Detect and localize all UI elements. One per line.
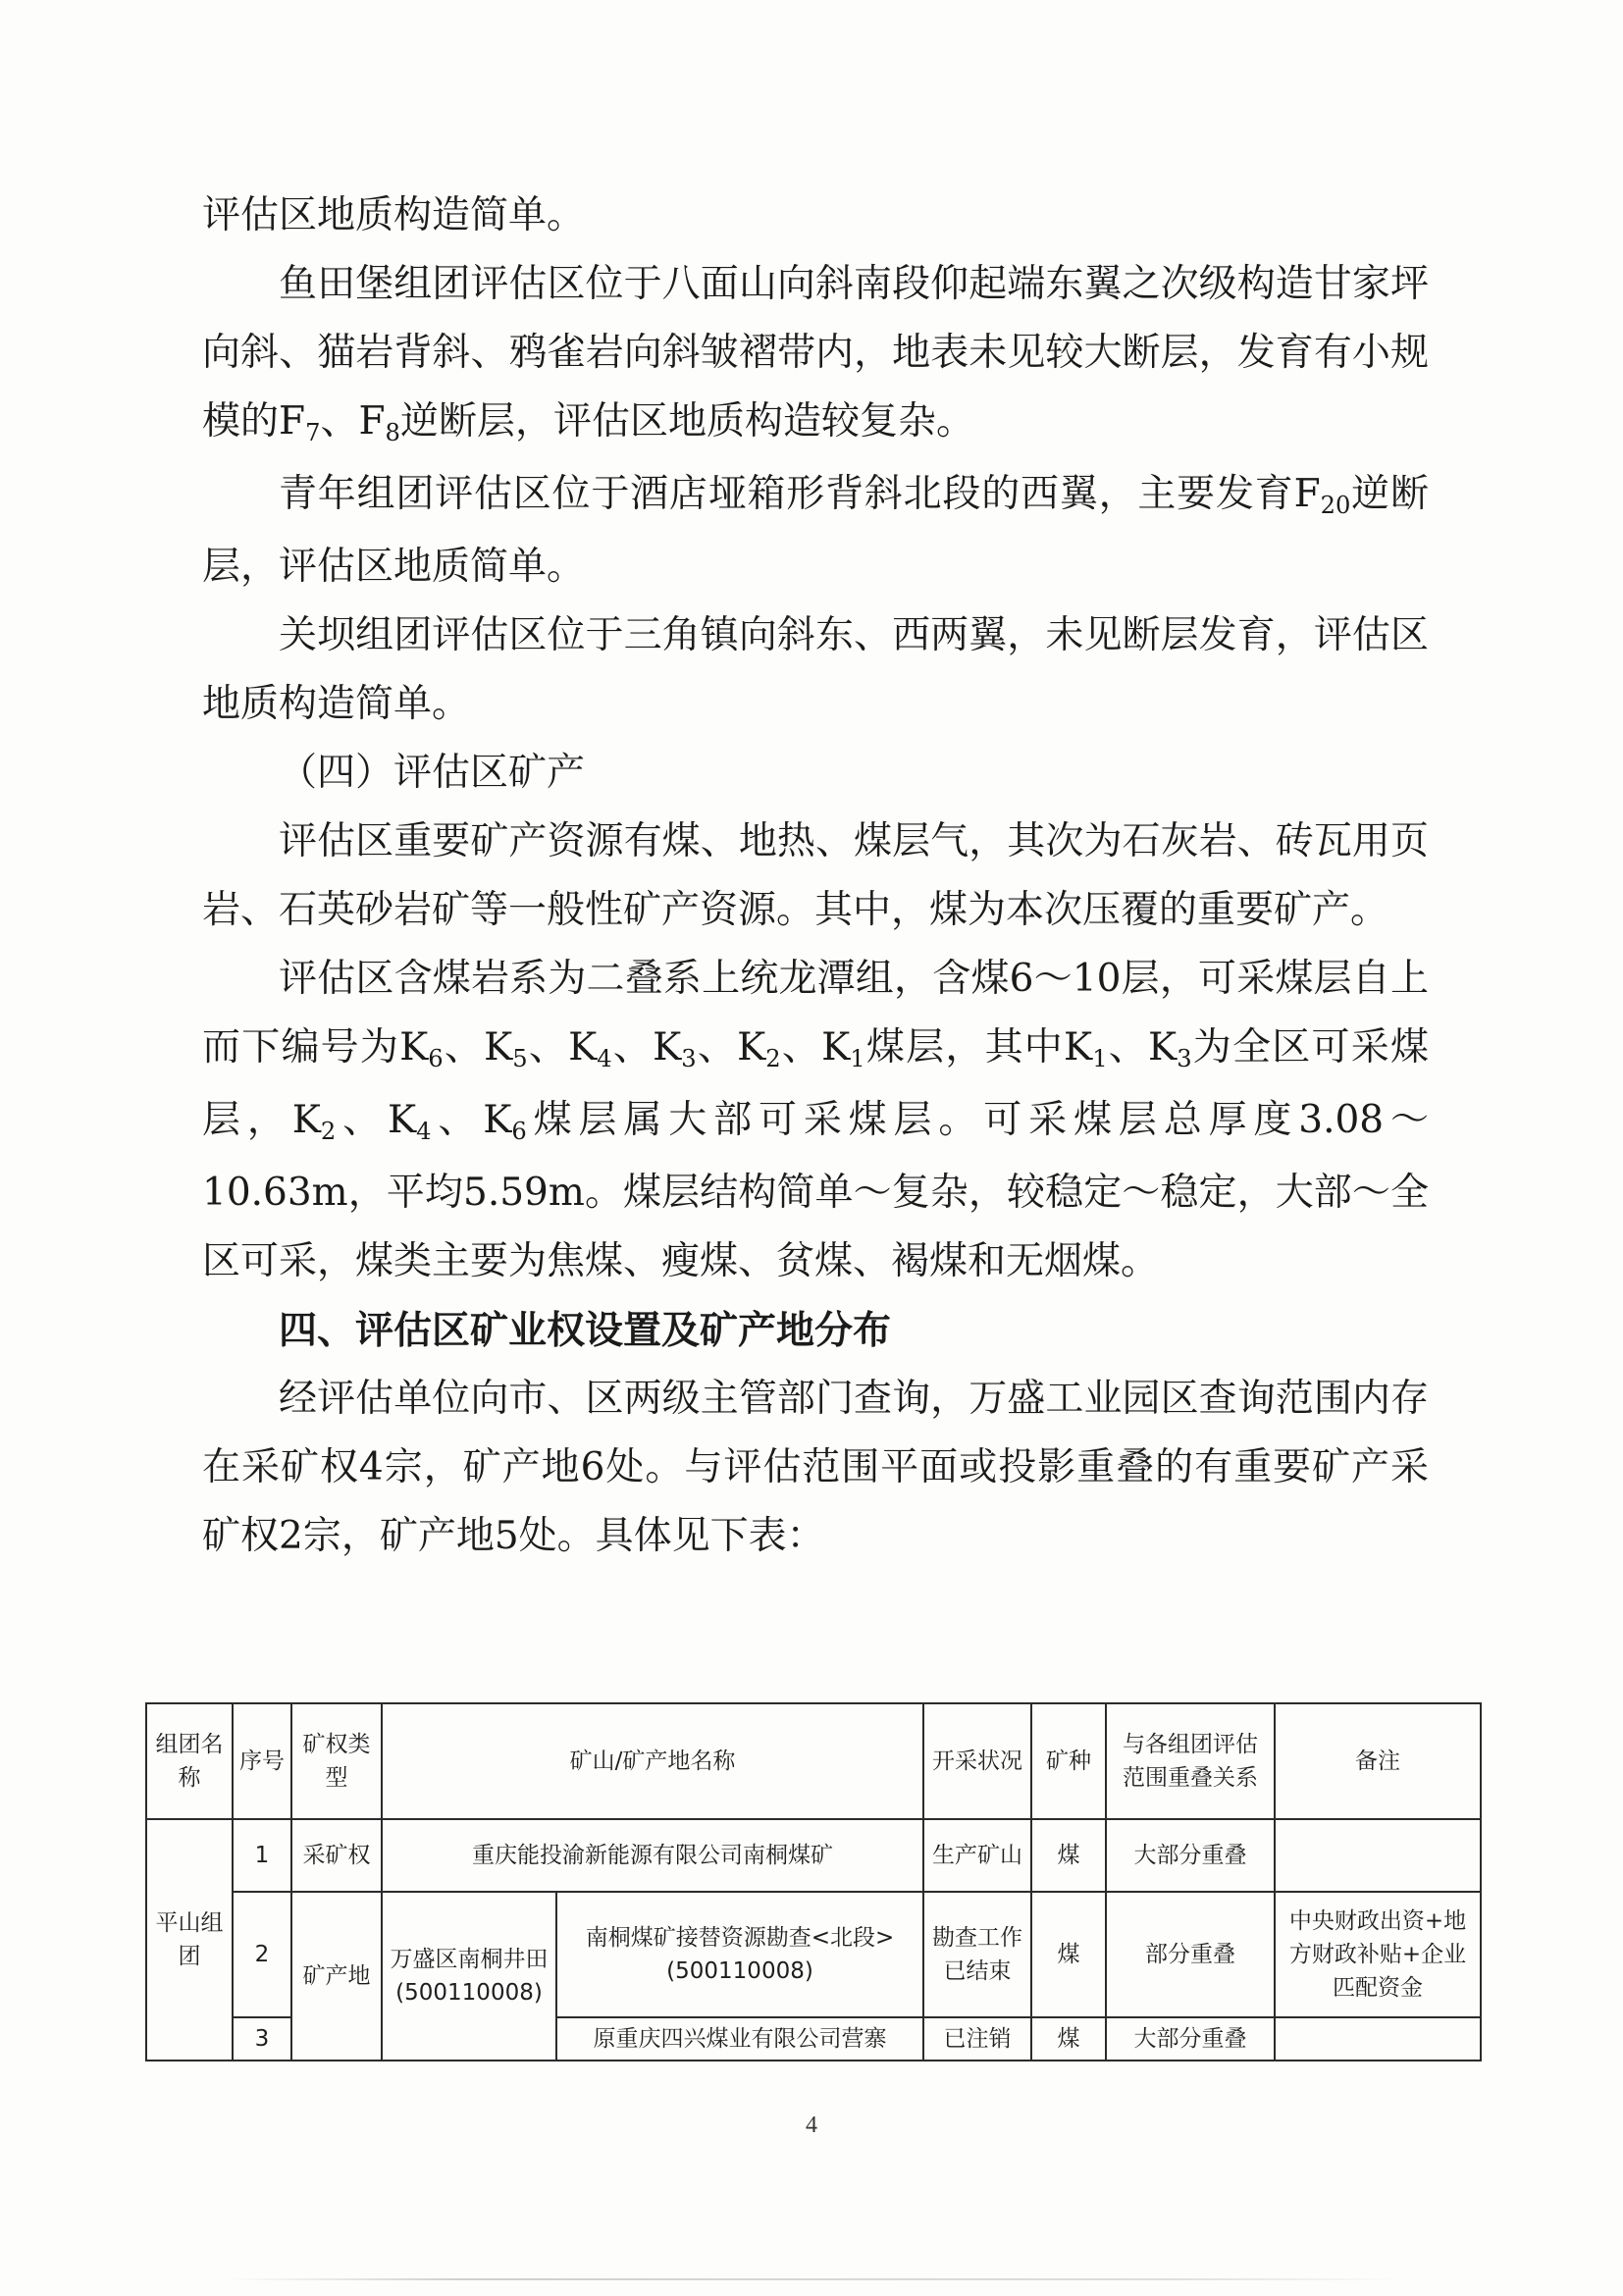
header-note: 备注 (1275, 1703, 1481, 1819)
mineral-cell: 煤 (1031, 2017, 1106, 2061)
status-cell: 勘查工作已结束 (923, 1892, 1031, 2017)
text-run: 煤层，其中 (864, 1025, 1065, 1070)
paragraph (202, 945, 1429, 1296)
paragraph: 鱼田堡组团评估区位于八面山向斜南段仰起端东翼之次级构造甘家坪向斜、猫岩背斜、鸦雀岩向斜皱褶带内，地表未见较大断层，发育有小规模的$F_7$、$F_8$逆断层，评估区地质构造较复杂。 (202, 262, 1429, 446)
paragraph (202, 460, 1429, 601)
table-header-row (146, 1703, 1481, 1819)
text-run: 评估区含煤岩系为二叠系上统龙潭组，含煤6～10层，可采煤层自上而下编号为 (202, 957, 1429, 1070)
text-run: 逆断层，评估区地质构造较复杂。 (399, 399, 974, 444)
name-cell: 南桐煤矿接替资源勘查<北段>(500110008) (556, 1892, 923, 2017)
body-text (202, 182, 1429, 1571)
header-group: 组团名称 (146, 1703, 233, 1819)
fault-label: $F_8$ (358, 399, 400, 446)
overlap-cell: 大部分重叠 (1106, 2017, 1275, 2061)
table-row (146, 1892, 1481, 2017)
status-cell: 生产矿山 (923, 1819, 1031, 1892)
paragraph: 关坝组团评估区位于三角镇向斜东、西两翼，未见断层发育，评估区地质构造简单。 (202, 613, 1429, 726)
page-number: 4 (806, 2113, 817, 2138)
header-seq: 序号 (233, 1703, 291, 1819)
name-cell: 重庆能投渝新能源有限公司南桐煤矿 (382, 1819, 923, 1892)
scan-edge-line (226, 2278, 1403, 2280)
text-run: 为全区可采煤层， (202, 1025, 1429, 1142)
header-overlap: 与各组团评估范围重叠关系 (1106, 1703, 1275, 1819)
fault-label: $F_7$ (279, 399, 321, 446)
paragraph: 评估区地质构造简单。 (202, 193, 586, 237)
note-cell: 中央财政出资+地方财政补贴+企业匹配资金 (1275, 1892, 1481, 2017)
overlap-cell: 部分重叠 (1106, 1892, 1275, 2017)
text-run: 逆断层，评估区地质简单。 (202, 472, 1429, 589)
header-type: 矿权类型 (291, 1703, 382, 1819)
seam-list: $K_2$、$K_4$、$K_6$ (291, 1098, 527, 1145)
deposit-area-cell: 万盛区南桐井田(500110008) (382, 1892, 556, 2061)
group-cell: 平山组团 (146, 1819, 233, 2061)
table-row (146, 1819, 1481, 1892)
text-run: 煤层属大部可采煤层。可采煤层总厚度3.08～10.63m，平均5.59m。煤层结构简单～复杂，较稳定～稳定，大部～全区可采，煤类主要为焦煤、瘦煤、贫煤、褐煤和无烟煤。 (202, 1098, 1429, 1283)
note-cell (1275, 2017, 1481, 2061)
seq-cell: 1 (233, 1819, 291, 1892)
header-name: 矿山/矿产地名称 (382, 1703, 923, 1819)
overlap-cell: 大部分重叠 (1106, 1819, 1275, 1892)
paragraph: 评估区重要矿产资源有煤、地热、煤层气，其次为石灰岩、砖瓦用页岩、石英砂岩矿等一般性矿产资源。其中，煤为本次压覆的重要矿产。 (202, 819, 1429, 932)
mineral-cell: 煤 (1031, 1892, 1106, 2017)
seam-list: $K_1$、$K_3$ (1064, 1025, 1192, 1072)
subsection-title: （四）评估区矿产 (279, 751, 586, 795)
text-run: 青年组团评估区位于酒店垭箱形背斜北段的西翼，主要发育 (279, 472, 1294, 516)
type-cell: 矿产地 (291, 1892, 382, 2061)
name-cell: 原重庆四兴煤业有限公司营寨 (556, 2017, 923, 2061)
type-cell: 采矿权 (291, 1819, 382, 1892)
paragraph: 经评估单位向市、区两级主管部门查询，万盛工业园区查询范围内存在采矿权4宗，矿产地6处。与评估范围平面或投影重叠的有重要矿产采矿权2宗，矿产地5处。具体见下表： (202, 1377, 1429, 1558)
header-mineral: 矿种 (1031, 1703, 1106, 1819)
mineral-cell: 煤 (1031, 1819, 1106, 1892)
seq-cell: 2 (233, 1892, 291, 2017)
status-cell: 已注销 (923, 2017, 1031, 2061)
section-heading: 四、评估区矿业权设置及矿产地分布 (279, 1308, 892, 1353)
mining-rights-table (145, 1702, 1482, 2061)
header-status: 开采状况 (923, 1703, 1031, 1819)
seam-list: $K_6$、$K_5$、$K_4$、$K_3$、$K_2$、$K_1$ (399, 1025, 865, 1072)
note-cell (1275, 1819, 1481, 1892)
text-run: 鱼田堡组团评估区位于八面山向斜南段仰起端东翼之次级构造甘家坪向斜、猫岩背斜、鸦雀岩向斜皱褶带内，地表未见较大断层，发育有小规模的 (202, 262, 1429, 444)
seq-cell: 3 (233, 2017, 291, 2061)
fault-label: $F_{20}$ (1293, 472, 1351, 519)
